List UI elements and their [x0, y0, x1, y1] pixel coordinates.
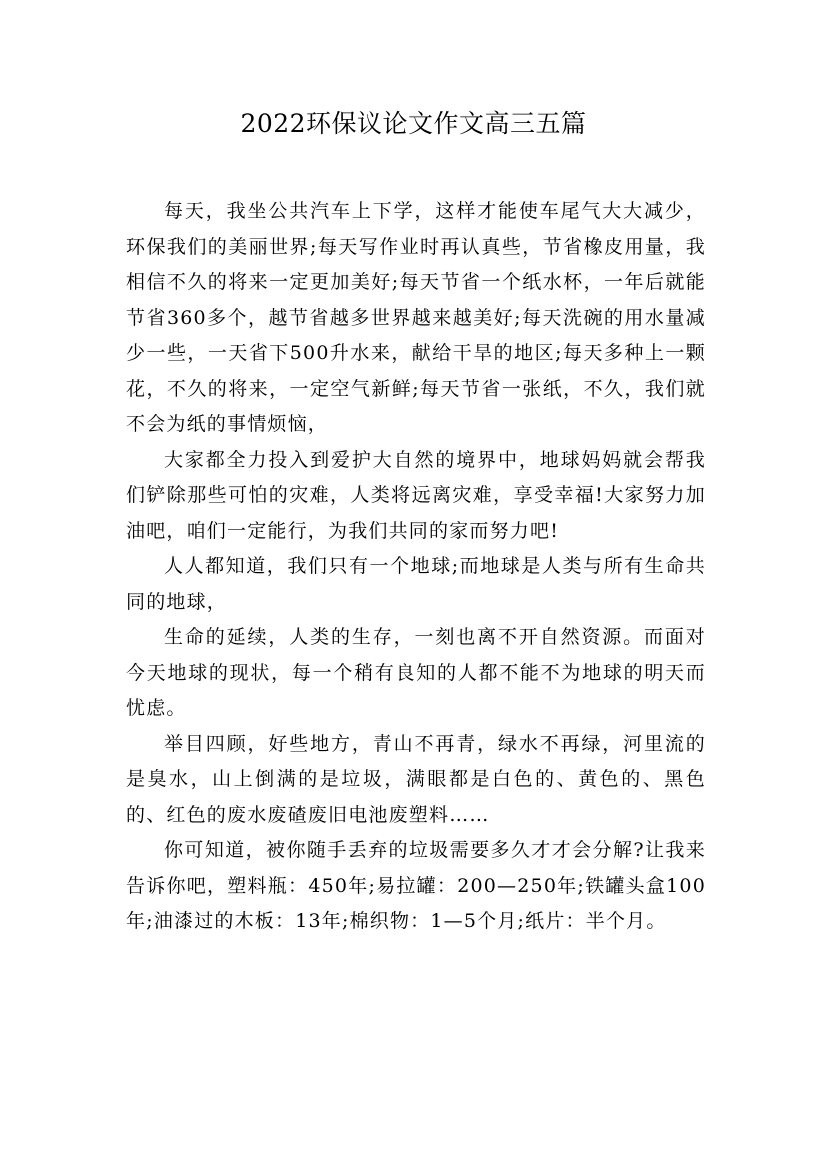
paragraph-2: 大家都全力投入到爱护大自然的境界中，地球妈妈就会帮我们铲除那些可怕的灾难，人类将远离灾难，享受幸福!大家努力加油吧，咱们一定能行，为我们共同的家而努力吧!: [126, 448, 706, 542]
document-title: 2022环保议论文作文高三五篇: [240, 109, 587, 138]
paragraph-5: 举目四顾，好些地方，青山不再青，绿水不再绿，河里流的是臭水，山上倒满的是垃圾，满眼都是白色的、黄色的、黑色的、红色的废水废碴废旧电池废塑料……: [126, 732, 706, 826]
paragraph-4: 生命的延续，人类的生存，一刻也离不开自然资源。而面对今天地球的现状，每一个稍有良知的人都不能不为地球的明天而忧虑。: [126, 626, 706, 719]
paragraph-1: 每天，我坐公共汽车上下学，这样才能使车尾气大大减少，环保我们的美丽世界;每天写作业时再认真些，节省橡皮用量，我相信不久的将来一定更加美好;每天节省一个纸水杯，一年后就能节省360多个，越节省越多世界越来越美好;每天洗碗的用水量减少一些，一天省下500升水来，献给干旱的地区;每天多种上一颗花，不久的将来，一定空气新鲜;每天节省一张纸，不久，我们就不会为纸的事情烦恼，: [126, 200, 706, 435]
document-body: [126, 194, 706, 940]
paragraph-6: 你可知道，被你随手丢弃的垃圾需要多久才才会分解?让我来告诉你吧，塑料瓶：450年;易拉罐：200—250年;铁罐头盒100年;油漆过的木板：13年;棉织物：1—5个月;纸片：半个月。: [126, 839, 706, 932]
paragraph-3: 人人都知道，我们只有一个地球;而地球是人类与所有生命共同的地球，: [126, 555, 706, 613]
